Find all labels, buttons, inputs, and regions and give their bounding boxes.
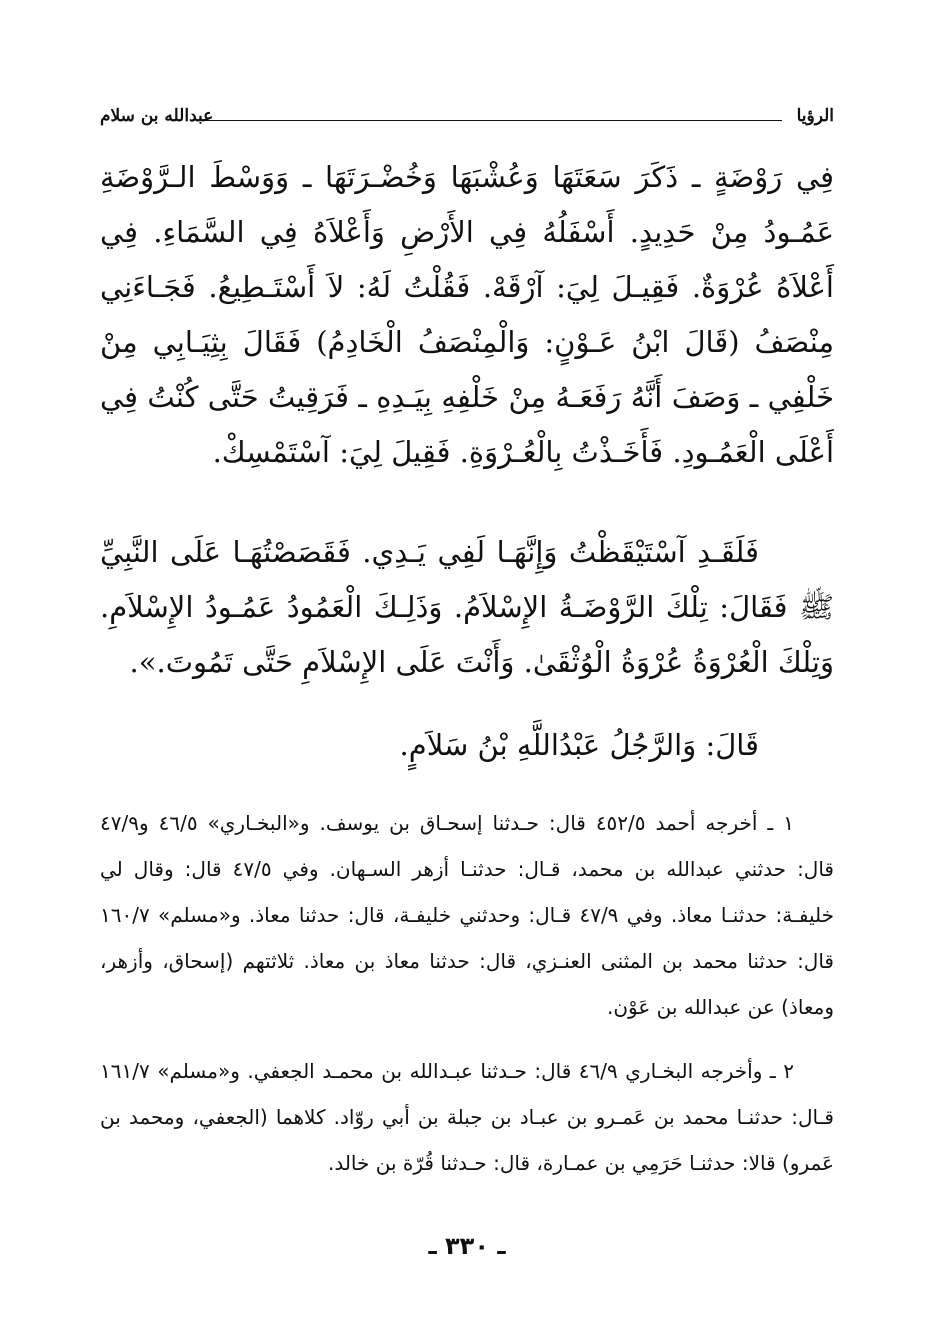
page-number: ـ ٣٣٠ ـ: [428, 1232, 506, 1260]
footnotes: [100, 800, 834, 1186]
closing-line: [100, 718, 834, 773]
header-section-title: عبدالله بن سلام: [100, 106, 214, 126]
header-rule: [200, 120, 782, 121]
header-chapter-title: الرؤيا: [796, 106, 834, 126]
footnote-2: ٢ ـ وأخرجه البخـاري ٤٦/٩ قال: حـدثنا عبـدالله بن محمـد الجعفي. و«مسلم» ١٦١/٧ قـال: حدثنـا محمد بن عَمـرو بن عبـاد بن جبلة بن أبي روّاد. كلاهما (الجعفي، ومحمد بن عَمرو) قالا: حدثنـا حَرَمِي بن عمـارة، قال: حـدثنا قُرّة بن خالد.: [100, 1059, 834, 1175]
body-paragraph-1: فِي رَوْضَةٍ ـ ذَكَرَ سَعَتَهَا وَعُشْبَهَا وَخُضْـرَتَهَا ـ وَوَسْطَ الـرَّوْضَةِ عَمُـودُ مِنْ حَدِيدٍ. أَسْفَلُهُ فِي الأَرْضِ وَأَعْلاَهُ فِي السَّمَاءِ. فِي أَعْلاَهُ عُرْوَةٌ. فَقِيـلَ لِيَ: آرْقَهْ. فَقُلْتُ لَهُ: لاَ أَسْتَـطِيعُ. فَجَـاءَنِي مِنْصَفُ (قَالَ ابْنُ عَـوْنٍ: وَالْمِنْصَفُ الْخَادِمُ) فَقَالَ بِثِيَـابِي مِنْ خَلْفِي ـ وَصَفَ أَنَّهُ رَفَعَـهُ مِنْ خَلْفِهِ بِيَـدِهِ ـ فَرَقِيتُ حَتَّى كُنْتُ فِي أَعْلَى الْعَمُـودِ. فَأَخَـذْتُ بِالْعُـرْوَةِ. فَقِيلَ لِيَ: آسْتَمْسِكْ.: [100, 160, 834, 469]
body-paragraph-2: فَلَقَـدِ آسْتَيْقَظْتُ وَإِنَّهَـا لَفِي يَـدِي. فَقَصَصْتُهَـا عَلَى النَّبِيِّ ﷺ فَقَالَ: تِلْكَ الرَّوْضَـةُ الإِسْلاَمُ. وَذَلِـكَ الْعَمُودُ عَمُـودُ الإِسْلاَمِ. وَتِلْكَ الْعُرْوَةُ عُرْوَةُ الْوُثْقَىٰ. وَأَنْتَ عَلَى الإِسْلاَمِ حَتَّى تَمُوتَ.».: [100, 535, 834, 679]
closing-text: قَالَ: وَالرَّجُلُ عَبْدُاللَّهِ بْنُ سَلاَمٍ.: [399, 728, 759, 762]
main-text: [100, 150, 834, 690]
footnote-1: ١ ـ أخرجه أحمد ٤٥٢/٥ قال: حـدثنا إسحـاق بن يوسف. و«البخـاري» ٤٦/٥ و٤٧/٩ قال: حدثني عبدالله بن محمد، قـال: حدثنـا أزهر السـهان. وفي ٤٧/٥ قال: وقال لي خليفـة: حدثنـا معاذ. وفي ٤٧/٩ قـال: وحدثني خليفـة، قال: حدثنا معاذ. و«مسلم» ١٦٠/٧ قال: حدثنا محمد بن المثنى العنـزي، قال: حدثنا معاذ بن معاذ. ثلاثتهم (إسحاق، وأزهر، ومعاذ) عن عبدالله بن عَوْن.: [100, 811, 834, 1019]
running-header: [100, 96, 834, 136]
